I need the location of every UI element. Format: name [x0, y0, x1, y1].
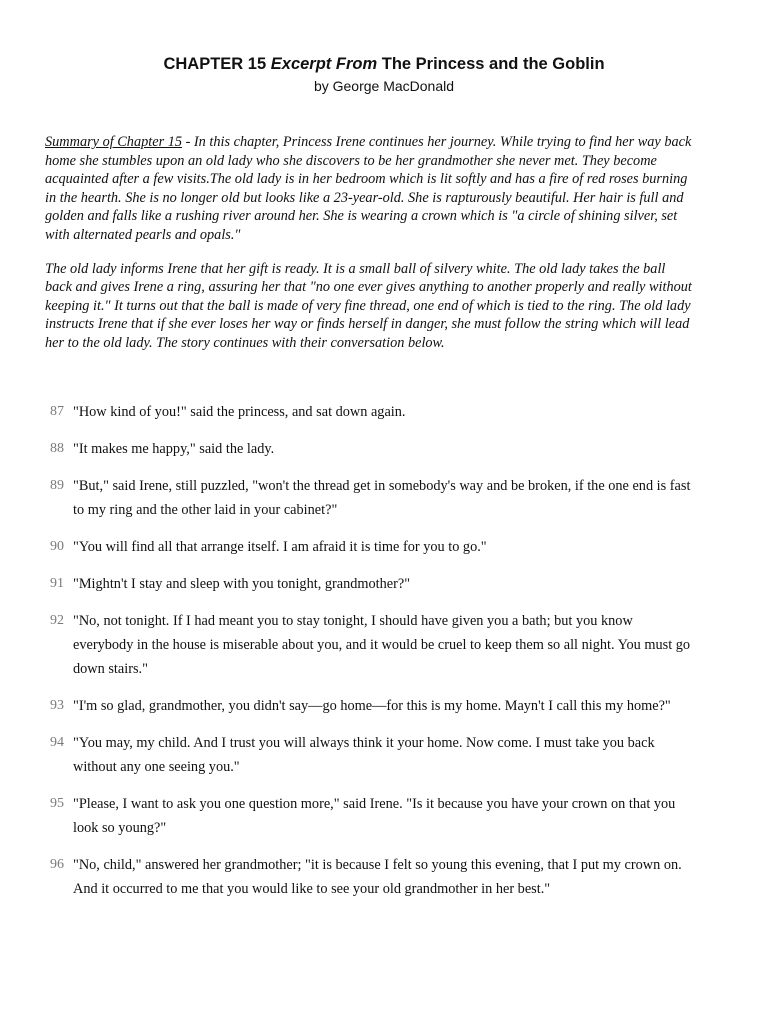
- excerpt-line: [45, 474, 695, 522]
- line-text: "You will find all that arrange itself. I am afraid it is time for you to go.": [73, 539, 487, 555]
- excerpt-line: [45, 609, 695, 681]
- author-line: by George MacDonald: [313, 78, 455, 94]
- line-number: 94: [50, 735, 64, 750]
- line-number: 92: [50, 613, 64, 628]
- excerpt-line: [45, 792, 695, 840]
- line-number: 87: [50, 404, 64, 419]
- line-text: "How kind of you!" said the princess, and sat down again.: [73, 404, 406, 420]
- summary-label: Summary of Chapter 15: [45, 134, 183, 150]
- document-title: [0, 54, 768, 75]
- excerpt-label: Excerpt From: [270, 55, 378, 73]
- excerpt-line: [45, 535, 695, 559]
- line-number: 90: [50, 539, 64, 554]
- line-number: 91: [50, 576, 64, 591]
- line-text: "But," said Irene, still puzzled, "won't the thread get in somebody's way and be broken, if the one end is fast to my ring and the other laid in your cabinet?": [73, 478, 691, 518]
- line-text: "You may, my child. And I trust you will always think it your home. Now come. I must take you back without any one seeing you.": [73, 735, 655, 775]
- summary-paragraph-1: [45, 133, 695, 245]
- line-text: "No, child," answered her grandmother; "it is because I felt so young this evening, that I put my crown on. And it occurred to me that you would like to see your old grandmother in her best.": [73, 857, 682, 897]
- line-number: 96: [50, 857, 64, 872]
- excerpt-line: [45, 437, 695, 461]
- line-text: "Mightn't I stay and sleep with you tonight, grandmother?": [73, 576, 411, 592]
- line-text: "It makes me happy," said the lady.: [73, 441, 275, 457]
- line-text: "I'm so glad, grandmother, you didn't say—go home—for this is my home. Mayn't I call this my home?": [73, 698, 671, 714]
- summary-text-1: - In this chapter, Princess Irene continues her journey. While trying to find her way back home she stumbles upon an old lady who she discovers to be her grandmother she never met. They become acquainted after a few visits.The old lady is in her bedroom which is lit softly and has a fire of red roses burning in the hearth. She is no longer old but looks like a 23-year-old. She is rapturously beautiful. Her hair is full and golden and falls like a rushing river around her. She is wearing a crown which is "a circle of shining silver, set with alternated pearls and opals.": [45, 134, 692, 243]
- line-number: 93: [50, 698, 64, 713]
- document-header: [0, 54, 768, 96]
- chapter-summary: [45, 133, 695, 368]
- line-text: "Please, I want to ask you one question more," said Irene. "Is it because you have your crown on that you look so young?": [73, 796, 676, 836]
- line-number: 88: [50, 441, 64, 456]
- excerpt-lines: [45, 400, 695, 914]
- summary-paragraph-2: The old lady informs Irene that her gift is ready. It is a small ball of silvery white. The old lady takes the ball back and gives Irene a ring, assuring her that "no one ever gives anything to another properly and really without keeping it." It turns out that the ball is made of very fine thread, one end of which is tied to the ring. The old lady instructs Irene that if she ever loses her way or finds herself in danger, she must follow the string which will lead her to the old lady. The story continues with their conversation below.: [45, 260, 692, 351]
- excerpt-line: [45, 853, 695, 901]
- chapter-label: CHAPTER 15: [163, 55, 267, 73]
- book-title: The Princess and the Goblin: [381, 55, 605, 73]
- line-number: 89: [50, 478, 64, 493]
- excerpt-line: [45, 731, 695, 779]
- line-number: 95: [50, 796, 64, 811]
- line-text: "No, not tonight. If I had meant you to stay tonight, I should have given you a bath; but you know everybody in the house is miserable about you, and it would be cruel to keep them so all night. You must go down stairs.": [73, 613, 691, 677]
- excerpt-line: [45, 572, 695, 596]
- excerpt-line: [45, 400, 695, 424]
- excerpt-line: [45, 694, 695, 718]
